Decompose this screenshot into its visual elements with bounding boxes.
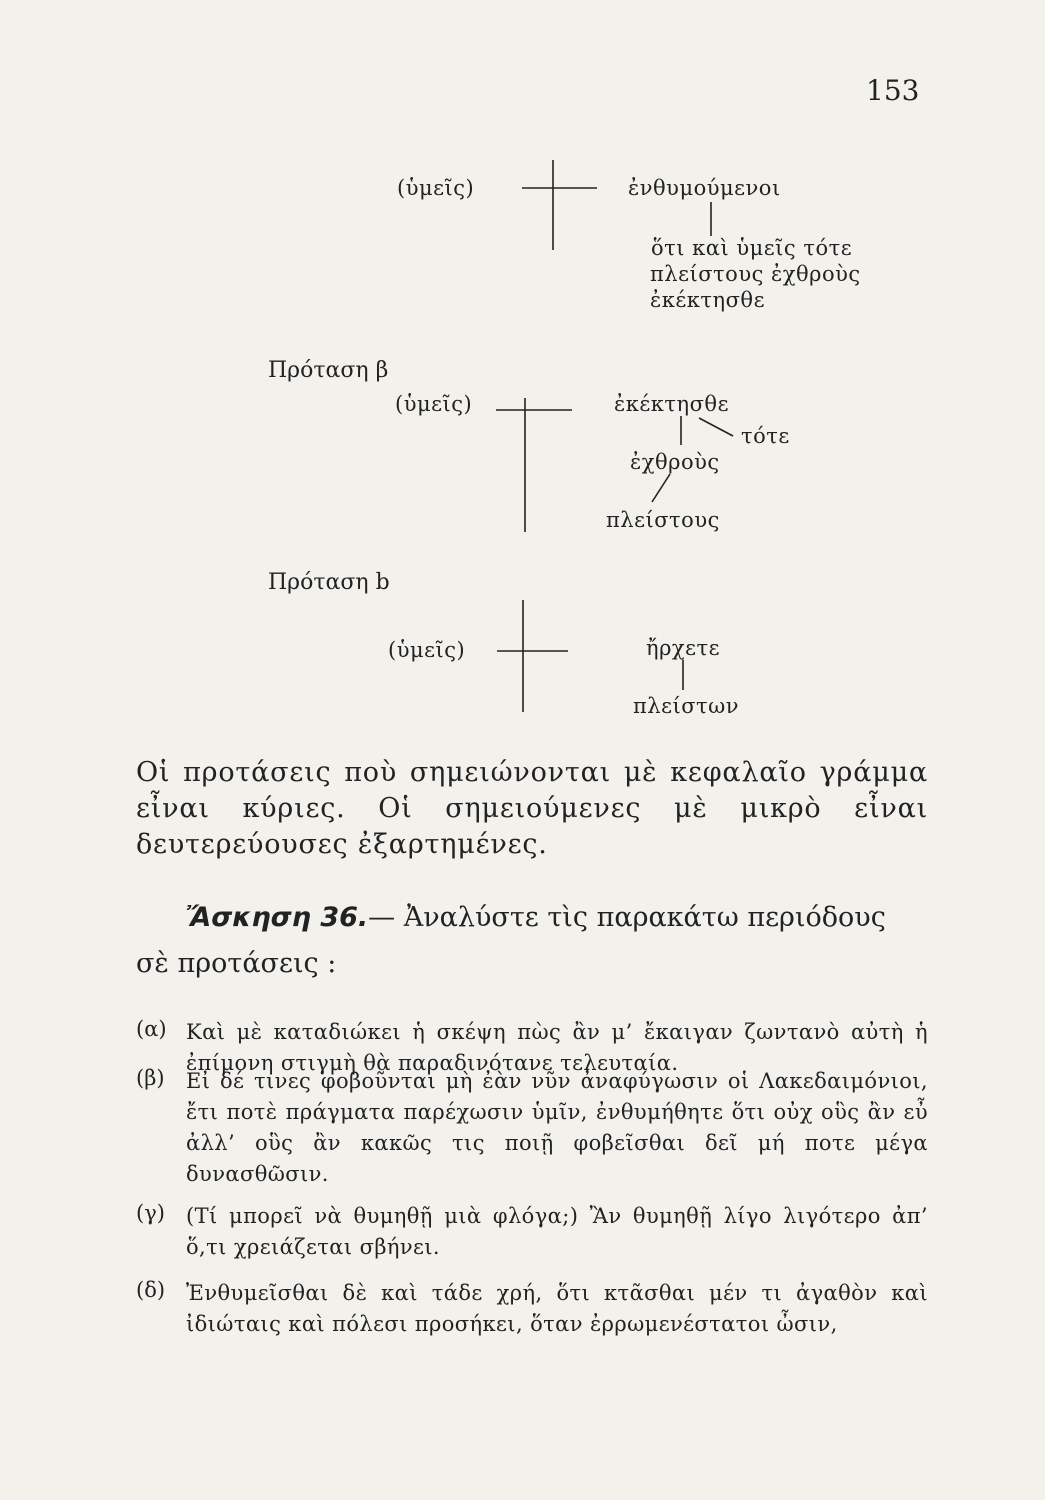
label-protasi-b: Πρόταση b [268,570,390,595]
top-subject: (ὑμεῖς) [397,176,475,200]
exercise-heading [186,902,886,933]
page-number: 153 [866,74,920,107]
exercise-instruction-cont: σὲ προτάσεις : [136,948,337,979]
top-clause-line3: ἐκέκτησθε [650,288,765,312]
top-clause-line1: ὅτι καὶ ὑμεῖς τότε [651,236,853,260]
label-protasi-beta: Πρόταση β [268,358,389,383]
b-subject: (ὑμεῖς) [388,638,466,662]
b-verb: ἤρχετε [646,636,721,660]
beta-verb: ἐκέκτησθε [614,392,729,416]
item-text-gamma: (Τί μπορεῖ νὰ θυμηθῇ μιὰ φλόγα;) Ἂν θυμηθῇ λίγο λιγότερο ἀπ’ ὅ,τι χρειάζεται σβήνει. [186,1204,928,1259]
item-text-beta: Εἰ δέ τινες φοβοῦνται μὴ ἐὰν νῦν ἀναφύγωσιν οἱ Λακεδαιμόνιοι, ἔτι ποτὲ πράγματα παρέχωσιν ὑμῖν, ἐνθυμήθητε ὅτι οὐχ οὓς ἂν εὖ ἀλλ’ οὓς ἂν κακῶς τις ποιῇ φοβεῖσθαι δεῖ μή ποτε μέγα δυνασθῶσιν. [186,1069,928,1186]
item-text-alpha: Καὶ μὲ καταδιώκει ἡ σκέψη πὼς ἂν μ’ ἔκαιγαν ζωντανὸ αὐτὴ ἡ ἐπίμονη στιγμὴ θὰ παραδινότανε τελευταία. [186,1020,928,1075]
beta-tote: τότε [741,424,790,448]
beta-modifier: πλείστους [606,508,720,532]
top-clause-line2: πλείστους ἐχθροὺς [650,262,861,286]
b-object: πλείστων [633,694,740,718]
top-verb: ἐνθυμούμενοι [628,176,781,200]
item-marker-alpha: (α) [136,1017,167,1041]
item-text-delta: Ἐνθυμεῖσθαι δὲ καὶ τάδε χρή, ὅτι κτᾶσθαι μέν τι ἀγαθὸν καὶ ἰδιώταις καὶ πόλεσι προσήκει, ὅταν ἐρρωμενέστατοι ὦσιν, [186,1281,928,1336]
item-marker-beta: (β) [136,1066,165,1090]
note-paragraph: Οἱ προτάσεις ποὺ σημειώνονται μὲ κεφαλαῖο γράμμα εἶναι κύριες. Οἱ σημειούμενες μὲ μικρὸ εἶναι δευτερεύουσες ἐξαρτημένες. [136,757,928,860]
exercise-title: Ἄσκηση 36. [186,902,369,933]
beta-object: ἐχθροὺς [630,450,720,474]
beta-subject: (ὑμεῖς) [395,392,473,416]
item-marker-delta: (δ) [136,1278,166,1302]
item-marker-gamma: (γ) [136,1201,165,1225]
exercise-instruction: — Ἀναλύστε τὶς παρακάτω περιόδους [368,902,886,933]
